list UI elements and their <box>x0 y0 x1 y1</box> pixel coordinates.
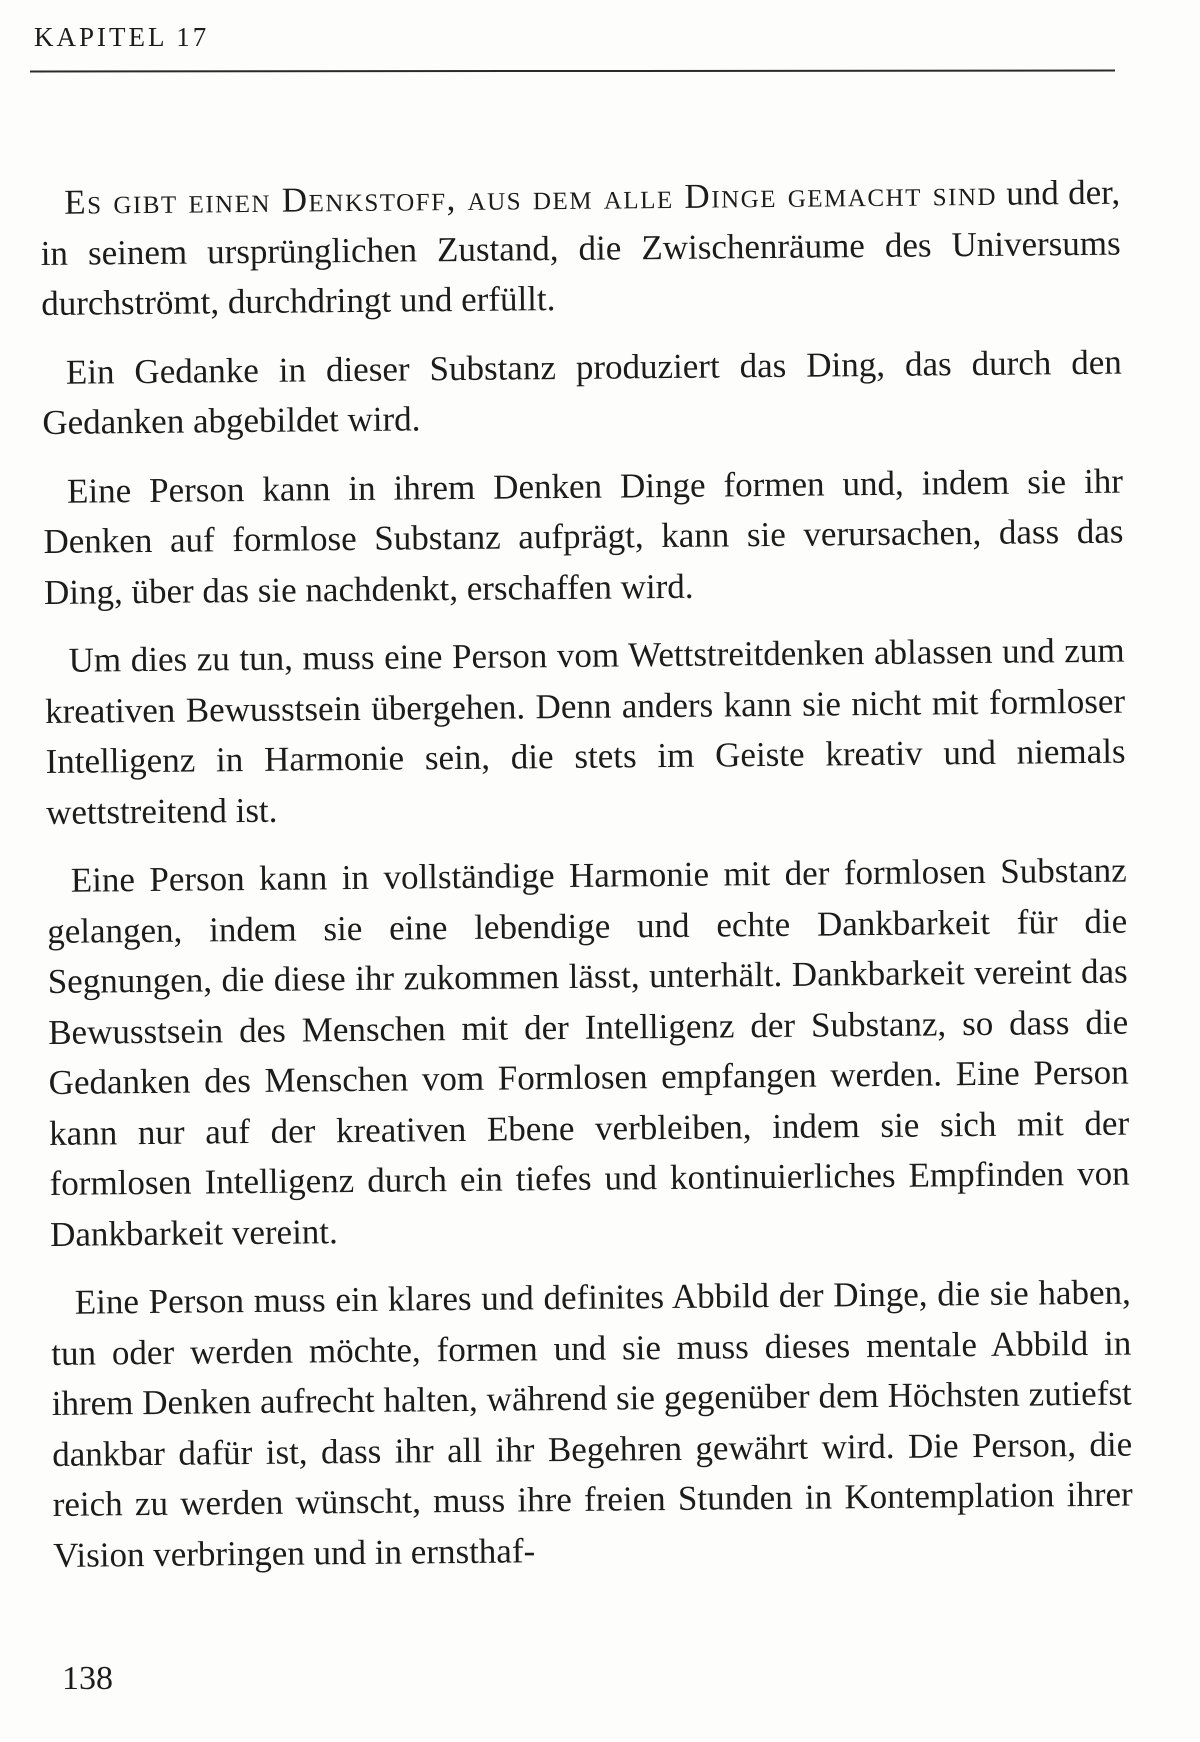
paragraph-1-text: und der, in seinem ursprünglichen Zustand, die Zwischenräume des Universums durchströmt, durchdringt und erfüllt. <box>40 172 1121 323</box>
running-head: KAPITEL 17 <box>34 22 210 52</box>
paragraph-5: Eine Person kann in vollständige Harmonie mit der formlosen Substanz gelangen, indem sie eine lebendige und echte Dankbarkeit für die Segnungen, die diese ihr zukommen lässt, unterhält. Dankbarkeit vereint das Bewusstsein des Menschen mit der Intelligenz der Substanz, so dass die Gedanken des Menschen vom Formlosen empfangen werden. Eine Person kann nur auf der kreativen Ebene verbleiben, indem sie sich mit der formlosen Intelligenz durch ein tiefes und kontinuierliches Empfinden von Dankbarkeit vereint. <box>47 850 1130 1254</box>
paragraph-4: Um dies zu tun, muss eine Person vom Wettstreitdenken ablassen und zum kreativen Bewusstsein übergehen. Denn anders kann sie nicht mit formloser Intelligenz in Harmonie sein, die stets im Geiste kreativ und niemals wettstreitend ist. <box>44 630 1126 832</box>
body-text <box>40 168 1134 1599</box>
paragraph-6: Eine Person muss ein klares und definites Abbild der Dinge, die sie haben, tun oder werden möchte, formen und sie muss dieses mentale Abbild in ihrem Denken aufrecht halten, während sie gegenüber dem Höchsten zutiefst dankbar dafür ist, dass ihr all ihr Begehren gewährt wird. Die Person, die reich zu werden wünscht, muss ihre freien Stunden in Kontemplation ihrer Vision verbringen und in ernsthaf- <box>51 1272 1133 1575</box>
paragraph-2: Ein Gedanke in dieser Substanz produziert das Ding, das durch den Gedanken abgebildet wird. <box>42 342 1122 442</box>
header-rule <box>30 70 1115 73</box>
lead-in-small-caps: Es gibt einen Denkstoff, aus dem alle Dinge gemacht sind <box>64 173 998 222</box>
page-number: 138 <box>62 1660 113 1697</box>
paragraph-3: Eine Person kann in ihrem Denken Dinge formen und, indem sie ihr Denken auf formlose Substanz aufprägt, kann sie verursachen, dass das Ding, über das sie nachdenkt, erschaffen wird. <box>43 461 1124 612</box>
paragraph-1 <box>40 168 1121 330</box>
